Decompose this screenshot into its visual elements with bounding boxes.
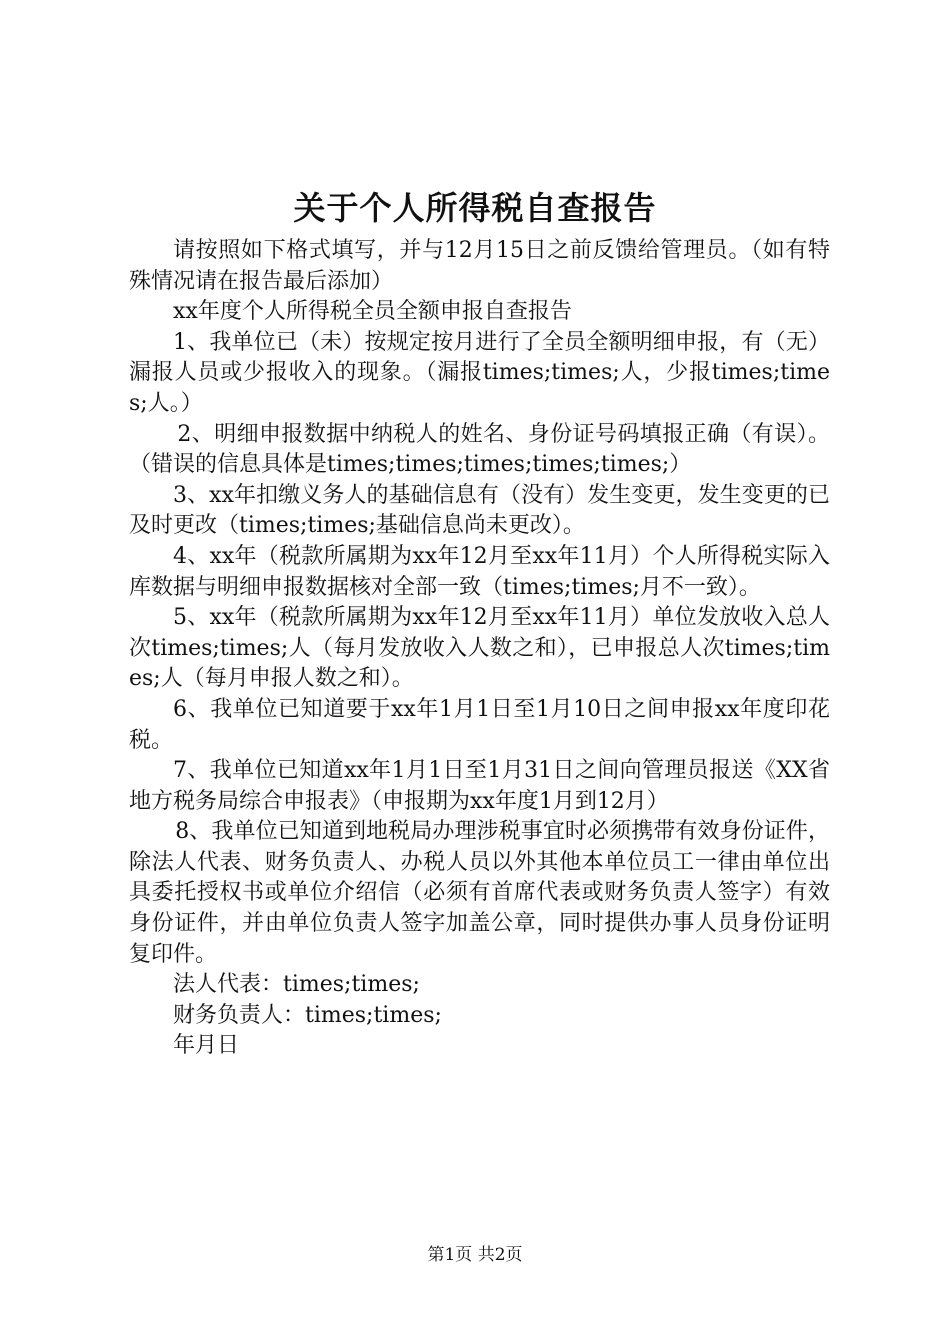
item-6-paragraph: 6、我单位已知道要于xx年1月1日至1月10日之间申报xx年度印花税。 bbox=[129, 696, 830, 753]
report-subtitle: xx年度个人所得税全员全额申报自查报告 bbox=[173, 299, 572, 325]
item-5-paragraph: 5、xx年（税款所属期为xx年12月至xx年11月）单位发放收入总人次times;times;人（每月发放收入人数之和），已申报总人次times;times;人（每月申报人数之和）。 bbox=[129, 605, 830, 692]
intro-paragraph: 请按照如下格式填写，并与12月15日之前反馈给管理员。（如有特殊情况请在报告最后添加） bbox=[129, 238, 830, 294]
item-7-paragraph: 7、我单位已知道xx年1月1日至1月31日之间向管理员报送《XX省地方税务局综合申报表》（申报期为xx年度1月到12月） bbox=[129, 758, 830, 814]
item-3-paragraph: 3、xx年扣缴义务人的基础信息有（没有）发生变更，发生变更的已及时更改（times;times;基础信息尚未更改）。 bbox=[129, 482, 830, 539]
item-8-paragraph: 8、我单位已知道到地税局办理涉税事宜时必须携带有效身份证件，除法人代表、财务负责人、办税人员以外其他本单位员工一律由单位出具委托授权书或单位介绍信（必须有首席代表或财务负责人签字）有效身份证件，并由单位负责人签字加盖公章，同时提供办事人员身份证明复印件。 bbox=[129, 819, 830, 967]
legal-representative-line: 法人代表：times;times; bbox=[173, 972, 420, 998]
item-1-paragraph: 1、我单位已（未）按规定按月进行了全员全额明细申报，有（无）漏报人员或少报收入的现象。（漏报times;times;人，少报times;times;人。） bbox=[129, 329, 830, 416]
page-number-footer: 第1页 共2页 bbox=[427, 1245, 523, 1265]
document-body bbox=[129, 236, 830, 1062]
item-4-paragraph: 4、xx年（税款所属期为xx年12月至xx年11月）个人所得税实际入库数据与明细申报数据核对全部一致（times;times;月不一致）。 bbox=[129, 543, 830, 600]
item-2-paragraph: 2、明细申报数据中纳税人的姓名、身份证号码填报正确（有误）。（错误的信息具体是times;times;times;times;times;） bbox=[129, 421, 830, 478]
date-line: 年月日 bbox=[173, 1033, 240, 1059]
document-title: 关于个人所得税自查报告 bbox=[293, 189, 657, 227]
finance-manager-line: 财务负责人：times;times; bbox=[173, 1002, 442, 1028]
